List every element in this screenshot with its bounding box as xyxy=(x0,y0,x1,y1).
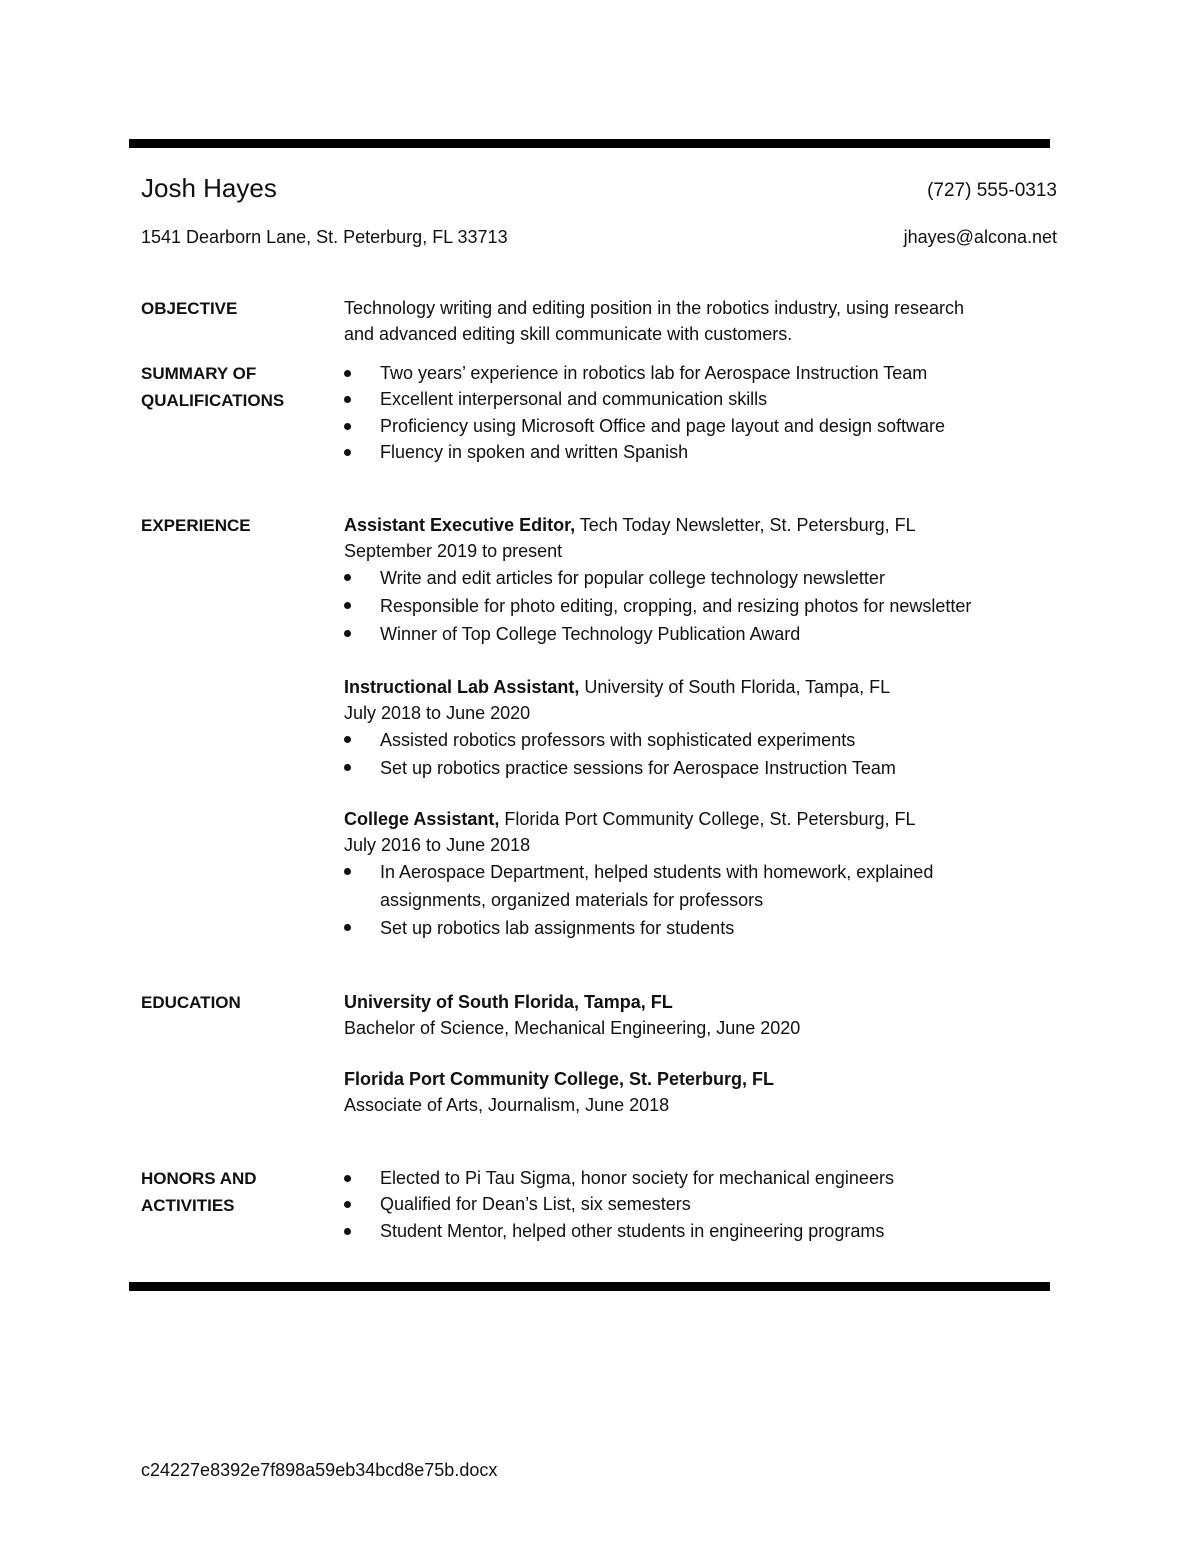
list-item xyxy=(344,360,1044,386)
job-2 xyxy=(344,674,1044,782)
street-address: 1541 Dearborn Lane, St. Peterburg, FL 33713 xyxy=(141,227,508,247)
school-degree: Bachelor of Science, Mechanical Engineering, June 2020 xyxy=(344,1018,801,1038)
list-item xyxy=(344,592,1044,620)
job-bullet-text: Responsible for photo editing, cropping, and resizing photos for newsletter xyxy=(380,596,972,616)
honors-item-text: Qualified for Dean’s List, six semesters xyxy=(380,1194,691,1215)
list-item xyxy=(344,386,1044,412)
job-bullet-text: Winner of Top College Technology Publication Award xyxy=(380,624,801,644)
school-degree: Associate of Arts, Journalism, June 2018 xyxy=(344,1095,670,1115)
education-heading: EDUCATION xyxy=(141,993,241,1012)
objective-text xyxy=(344,295,1044,347)
bullet-icon xyxy=(344,602,351,609)
job-1-title: Assistant Executive Editor, xyxy=(344,515,576,535)
list-item xyxy=(344,620,1044,648)
job-3-heading xyxy=(344,806,1044,832)
list-item xyxy=(344,726,1044,754)
job-bullet-continuation: assignments, organized materials for professors xyxy=(380,890,764,910)
school-name: Florida Port Community College, St. Peterburg, FL xyxy=(344,1069,775,1089)
objective-line-1: Technology writing and editing position in the robotics industry, using research xyxy=(344,298,965,318)
summary-item-text: Proficiency using Microsoft Office and page layout and design software xyxy=(380,415,945,436)
list-item xyxy=(344,564,1044,592)
summary-heading xyxy=(141,360,284,414)
honors-heading-line-1: HONORS AND xyxy=(141,1169,257,1188)
job-2-dates: July 2018 to June 2020 xyxy=(344,703,531,723)
job-bullet-text: Write and edit articles for popular college technology newsletter xyxy=(380,568,885,588)
honors-item-text: Student Mentor, helped other students in engineering programs xyxy=(380,1220,885,1241)
education-school-1 xyxy=(344,989,1044,1041)
job-2-title: Instructional Lab Assistant, xyxy=(344,677,580,697)
job-bullet-text: Assisted robotics professors with sophisticated experiments xyxy=(380,730,856,750)
document-filename: c24227e8392e7f898a59eb34bcd8e75b.docx xyxy=(141,1460,498,1480)
honors-heading-line-2: ACTIVITIES xyxy=(141,1196,235,1215)
job-1 xyxy=(344,512,1044,648)
objective-line-2: and advanced editing skill communicate with customers. xyxy=(344,324,793,344)
bullet-icon xyxy=(344,396,351,403)
email-address: jhayes@alcona.net xyxy=(903,227,1057,247)
job-bullet-text: In Aerospace Department, helped students with homework, explained xyxy=(380,862,934,882)
list-item xyxy=(344,858,1044,914)
bottom-rule xyxy=(129,1282,1050,1291)
summary-item-text: Two years’ experience in robotics lab for Aerospace Instruction Team xyxy=(380,363,928,383)
bullet-icon xyxy=(344,449,351,456)
bullet-icon xyxy=(344,868,351,875)
job-bullet-text: Set up robotics practice sessions for Aerospace Instruction Team xyxy=(380,758,896,778)
list-item xyxy=(344,1218,1044,1244)
honors-item-text: Elected to Pi Tau Sigma, honor society for mechanical engineers xyxy=(380,1168,894,1188)
honors-heading xyxy=(141,1165,257,1219)
phone-number: (727) 555-0313 xyxy=(927,180,1057,201)
job-3-dates: July 2016 to June 2018 xyxy=(344,835,531,855)
list-item xyxy=(344,413,1044,439)
bullet-icon xyxy=(344,574,351,581)
bullet-icon xyxy=(344,370,351,377)
top-rule xyxy=(129,139,1050,148)
bullet-icon xyxy=(344,764,351,771)
list-item xyxy=(344,914,1044,942)
list-item xyxy=(344,439,1044,465)
bullet-icon xyxy=(344,630,351,637)
summary-item-text: Fluency in spoken and written Spanish xyxy=(380,441,689,462)
bullet-icon xyxy=(344,1228,351,1235)
honors-list xyxy=(344,1165,1044,1244)
bullet-icon xyxy=(344,924,351,931)
list-item xyxy=(344,754,1044,782)
bullet-icon xyxy=(344,736,351,743)
job-3-title: College Assistant, xyxy=(344,809,500,829)
job-1-dates: September 2019 to present xyxy=(344,541,563,561)
objective-heading: OBJECTIVE xyxy=(141,299,238,318)
bullet-icon xyxy=(344,1175,351,1182)
experience-heading: EXPERIENCE xyxy=(141,516,251,535)
summary-list xyxy=(344,360,1044,465)
school-name: University of South Florida, Tampa, FL xyxy=(344,992,673,1012)
summary-item-text: Excellent interpersonal and communication skills xyxy=(380,389,768,410)
job-3 xyxy=(344,806,1044,942)
job-1-org: Tech Today Newsletter, St. Petersburg, FL xyxy=(575,515,916,535)
job-2-org: University of South Florida, Tampa, FL xyxy=(579,677,891,697)
bullet-icon xyxy=(344,423,351,430)
list-item xyxy=(344,1191,1044,1217)
summary-heading-line-1: SUMMARY OF xyxy=(141,364,257,383)
summary-heading-line-2: QUALIFICATIONS xyxy=(141,391,285,410)
candidate-name: Josh Hayes xyxy=(141,173,277,203)
job-2-heading xyxy=(344,674,1044,700)
list-item xyxy=(344,1165,1044,1191)
bullet-icon xyxy=(344,1201,351,1208)
job-1-heading xyxy=(344,512,1044,538)
education-school-2 xyxy=(344,1066,1044,1118)
job-bullet-text: Set up robotics lab assignments for students xyxy=(380,918,735,938)
job-3-org: Florida Port Community College, St. Petersburg, FL xyxy=(499,809,916,829)
